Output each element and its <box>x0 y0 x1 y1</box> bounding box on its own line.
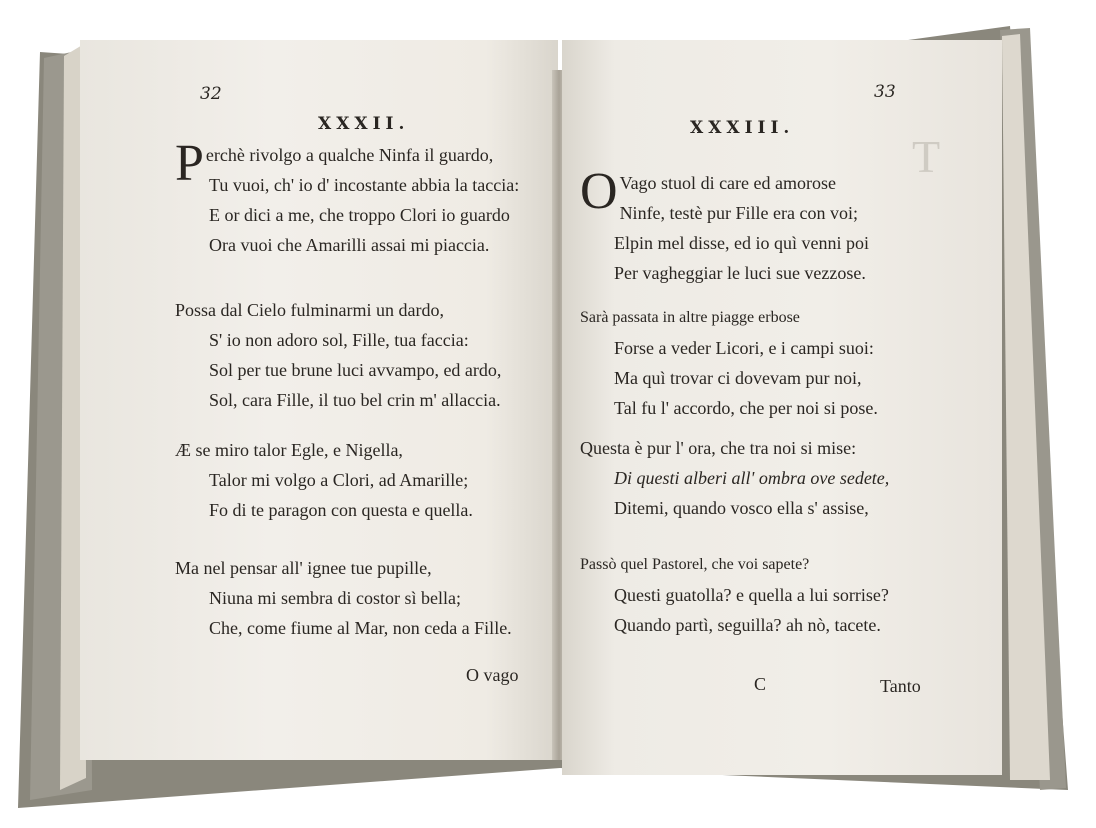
verse-line: Ninfe, testè pur Fille era con voi; <box>619 203 858 223</box>
verse-line: E or dici a me, che troppo Clori io guardo <box>209 205 510 225</box>
verse-line: Possa dal Cielo fulminarmi un dardo, <box>175 300 444 320</box>
catchword: Tanto <box>880 676 921 696</box>
verse-line: Tu vuoi, ch' io d' incostante abbia la taccia: <box>209 175 520 195</box>
stanza-3 <box>580 433 889 523</box>
verse-line: Vago stuol di care ed amorose <box>619 173 836 193</box>
drop-cap: P <box>175 135 204 192</box>
signature-mark: C <box>754 674 767 694</box>
verse-line: Ma quì trovar ci dovevam pur noi, <box>614 368 862 388</box>
verse-line: Sarà passata in altre piagge erbose <box>580 309 800 326</box>
verse-line: Questa è pur l' ora, che tra noi si mise: <box>580 438 857 458</box>
stanza-1 <box>580 163 869 288</box>
stanza-4 <box>580 550 889 640</box>
verse-line: Passò quel Pastorel, che voi sapete? <box>580 556 810 573</box>
verse-line: Di questi alberi all' ombra ove sedete, <box>614 468 890 488</box>
verse-line: Fo di te paragon con questa e quella. <box>209 500 473 520</box>
verse-line: Questi guatolla? e quella a lui sorrise? <box>614 585 889 605</box>
page-number: 32 <box>200 84 222 104</box>
verse-line: Ora vuoi che Amarilli assai mi piaccia. <box>209 235 490 255</box>
poem-heading: XXXII. <box>318 114 410 134</box>
verse-line: Che, come fiume al Mar, non ceda a Fille. <box>209 618 512 638</box>
right-page <box>562 40 1002 775</box>
verse-line: S' io non adoro sol, Fille, tua faccia: <box>209 330 469 350</box>
drop-cap: O <box>580 163 618 220</box>
verse-line: Sol per tue brune luci avvampo, ed ardo, <box>209 360 502 380</box>
verse-line: Per vagheggiar le luci sue vezzose. <box>614 263 866 283</box>
verse-line: Ditemi, quando vosco ella s' assise, <box>614 498 869 518</box>
verse-line: Forse a veder Licori, e i campi suoi: <box>614 338 874 358</box>
verse-line: Æ se miro talor Egle, e Nigella, <box>175 440 403 460</box>
stanza-3 <box>175 435 473 525</box>
verse-line: Elpin mel disse, ed io quì venni poi <box>614 233 869 253</box>
stanza-1 <box>175 135 520 260</box>
verse-line: Quando partì, seguilla? ah nò, tacete. <box>614 615 881 635</box>
stanza-2 <box>580 303 878 423</box>
stanza-4 <box>175 553 512 643</box>
poem-heading: XXXIII. <box>690 118 795 138</box>
verse-line: Talor mi volgo a Clori, ad Amarille; <box>209 470 469 490</box>
catchword: O vago <box>466 665 519 685</box>
verse-line: Niuna mi sembra di costor sì bella; <box>209 588 461 608</box>
page-number: 33 <box>874 82 896 102</box>
verse-line: Tal fu l' accordo, che per noi si pose. <box>614 398 878 418</box>
verse-line: erchè rivolgo a qualche Ninfa il guardo, <box>205 145 494 165</box>
stanza-2 <box>175 295 501 415</box>
show-through: T <box>912 131 941 182</box>
verse-line: Ma nel pensar all' ignee tue pupille, <box>175 558 432 578</box>
verse-line: Sol, cara Fille, il tuo bel crin m' allaccia. <box>209 390 501 410</box>
left-page <box>80 40 558 760</box>
